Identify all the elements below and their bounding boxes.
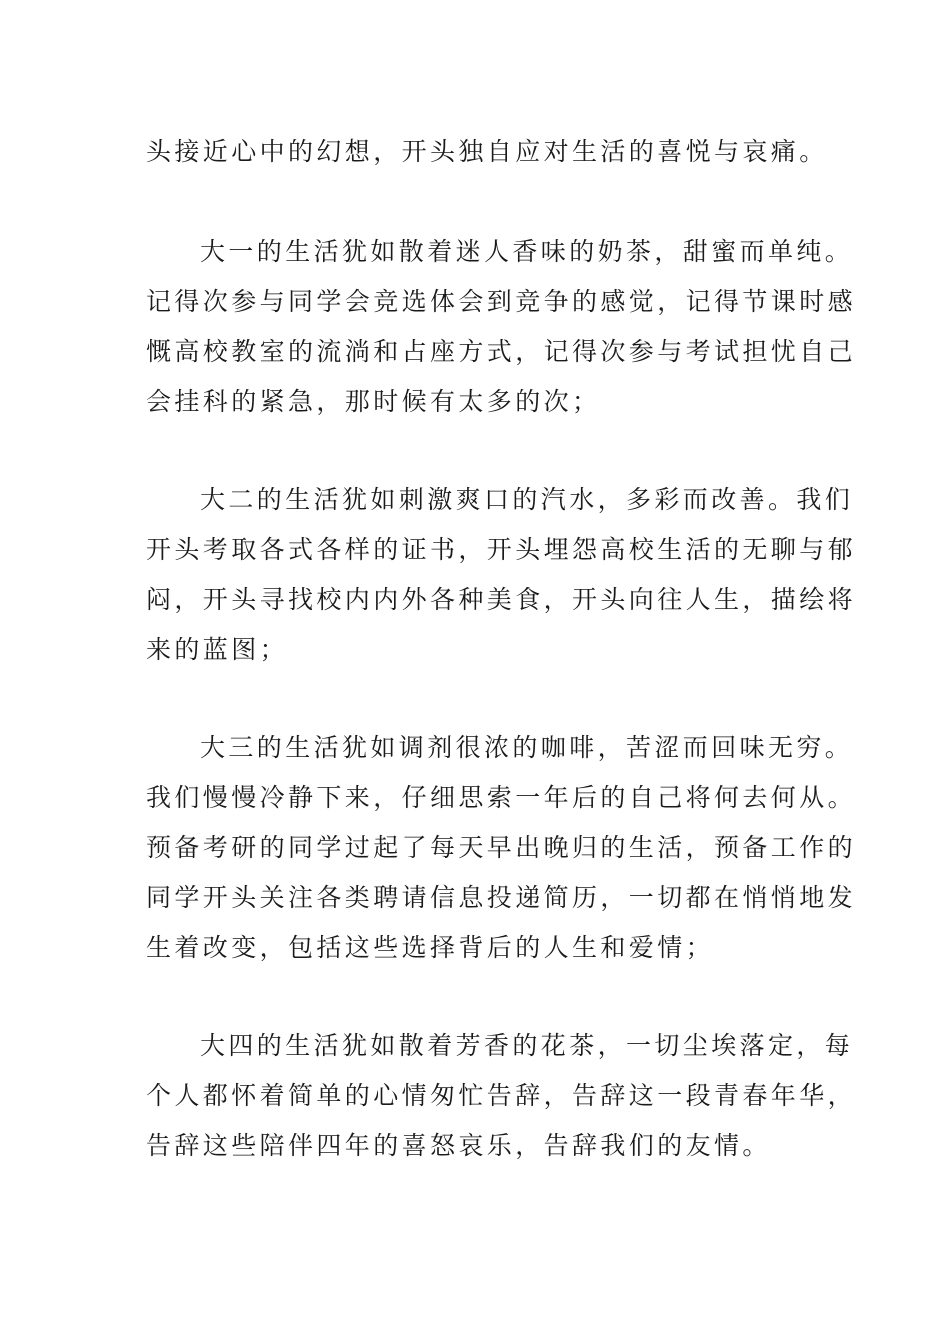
paragraph-line: 预备考研的同学过起了每天早出晚归的生活，预备工作的 xyxy=(146,833,857,862)
paragraph-line: 记得次参与同学会竞选体会到竞争的感觉，记得节课时感 xyxy=(146,287,857,316)
paragraph-line: 开头考取各式各样的证书，开头埋怨高校生活的无聊与郁 xyxy=(146,535,857,564)
paragraph-line: 我们慢慢冷静下来，仔细思索一年后的自己将何去何从。 xyxy=(146,783,857,812)
paragraph-line: 大四的生活犹如散着芳香的花茶，一切尘埃落定，每 xyxy=(200,1031,854,1060)
paragraph-line: 同学开头关注各类聘请信息投递简历，一切都在悄悄地发 xyxy=(146,883,857,912)
paragraph-line: 个人都怀着简单的心情匆忙告辞，告辞这一段青春年华， xyxy=(146,1081,857,1110)
paragraph-line: 闷，开头寻找校内内外各种美食，开头向往人生，描绘将 xyxy=(146,585,857,614)
paragraph-line: 会挂科的紧急，那时候有太多的次； xyxy=(146,387,601,416)
paragraph-line: 生着改变，包括这些选择背后的人生和爱情； xyxy=(146,933,715,962)
paragraph-line: 告辞这些陪伴四年的喜怒哀乐，告辞我们的友情。 xyxy=(146,1131,771,1160)
paragraph-line: 大三的生活犹如调剂很浓的咖啡，苦涩而回味无穷。 xyxy=(200,733,854,762)
paragraph-line: 头接近心中的幻想，开头独自应对生活的喜悦与哀痛。 xyxy=(146,137,828,166)
paragraph-line: 来的蓝图； xyxy=(146,635,289,664)
paragraph-line: 大二的生活犹如刺激爽口的汽水，多彩而改善。我们 xyxy=(200,485,854,514)
paragraph-line: 慨高校教室的流淌和占座方式，记得次参与考试担忧自己 xyxy=(146,337,857,366)
paragraph-line: 大一的生活犹如散着迷人香味的奶茶，甜蜜而单纯。 xyxy=(200,237,854,266)
